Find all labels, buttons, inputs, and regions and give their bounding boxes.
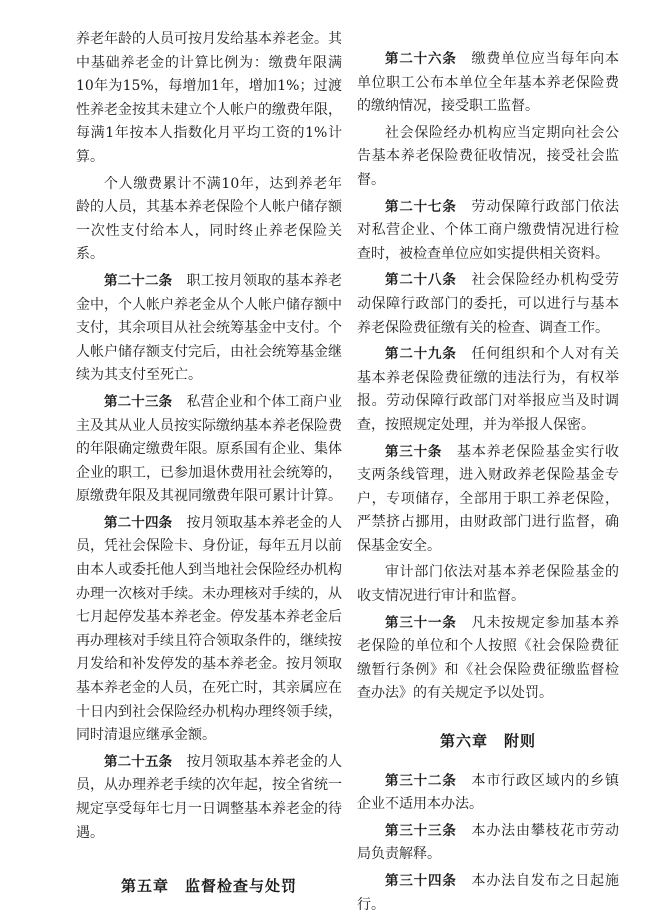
article-26	[357, 48, 619, 119]
article-31-text: 凡未按规定参加基本养老保险的单位和个人按照《社会保险费征缴暂行条例》和《社会保险费征缴监督检查办法》的有关规定予以处罚。	[357, 614, 620, 702]
article-29	[357, 343, 619, 437]
article-28-text: 社会保险经办机构受劳动保障行政部门的委托，可以进行与基本养老保险费征缴有关的检查、调查工作。	[357, 272, 620, 336]
article-26-label: 第二十六条	[385, 51, 457, 67]
article-28-label: 第二十八条	[385, 272, 457, 289]
article-26-text: 缴费单位应当每年向本单位职工公布本单位全年基本养老保险费的缴纳情况，接受职工监督。	[357, 51, 620, 115]
article-30-text: 基本养老保险基金实行收支两条线管理，进入财政养老保险基金专户，专项储存，全部用于职工养老保险，严禁挤占挪用，由财政部门进行监督，确保基金安全。	[357, 443, 620, 554]
article-30	[357, 441, 619, 559]
article-22	[76, 270, 342, 388]
left-column	[76, 28, 342, 899]
article-23-label: 第二十三条	[104, 393, 173, 410]
article-32-text: 本市行政区域内的乡镇企业不适用本办法。	[357, 772, 620, 813]
article-28	[357, 269, 619, 340]
article-27	[357, 196, 619, 267]
article-30-label: 第三十条	[385, 443, 443, 460]
article-31	[357, 612, 619, 706]
article-25-label: 第二十五条	[104, 753, 173, 770]
right-column	[357, 48, 619, 920]
chapter-5-heading: 第五章 监督检查与处罚	[120, 877, 297, 896]
article-29-label: 第二十九条	[385, 346, 457, 363]
chapter-6-heading: 第六章 附则	[439, 732, 536, 751]
article-33	[357, 820, 619, 867]
article-25-text: 按月领取基本养老金的人员，从办理养老手续的次年起，按全省统一规定享受每年七月一日调整基本养老金的待遇。	[76, 753, 342, 841]
article-32	[357, 770, 619, 817]
article-27-label: 第二十七条	[385, 198, 457, 215]
article-33-label: 第三十三条	[385, 822, 457, 839]
article-29-text: 任何组织和个人对有关基本养老保险费征缴的违法行为，有权举报。劳动保障行政部门对举报应当及时调查，按照规定处理，并为举报人保密。	[357, 346, 620, 433]
article-34-label: 第三十四条	[385, 873, 457, 889]
article-22-text: 职工按月领取的基本养老金中，个人帐户养老金从个人帐户储存额中支付，其余项目从社会统筹基金中支付。个人帐户储存额支付完后，由社会统筹基金继续为其支付至死亡。	[76, 272, 342, 384]
article-34-text: 本办法自发布之日起施行。	[357, 873, 620, 913]
article-23	[76, 391, 342, 509]
article-24-label: 第二十四条	[104, 514, 173, 531]
paragraph-audit: 审计部门依法对基本养老保险基金的收支情况进行审计和监督。	[357, 564, 619, 605]
paragraph-continued: 养老年龄的人员可按月发给基本养老金。其中基础养老金的计算比例为：缴费年限满10年为15%，每增加1年，增加1%；过渡性养老金按其未建立个人帐户的缴费年限，每满1年按本人指数化月平均工资的1%计算。	[76, 31, 342, 165]
article-27-text: 劳动保障行政部门依法对私营企业、个体工商户缴费情况进行检查时，被检查单位应如实提供相关资料。	[357, 198, 620, 262]
article-22-label: 第二十二条	[104, 272, 173, 289]
paragraph-personal-account: 个人缴费累计不满10年，达到养老年龄的人员，其基本养老保险个人帐户储存额一次性支付给本人，同时终止养老保险关系。	[76, 175, 342, 263]
article-32-label: 第三十二条	[385, 772, 457, 789]
article-24-text: 按月领取基本养老金的人员，凭社会保险卡、身份证，每年五月以前由本人或委托他人到当地社会保险经办机构办理一次核对手续。未办理核对手续的，从七月起停发基本养老金。停发基本养老金后再办理核对手续且符合领取条件的，继续按月发给和补发停发的基本养老金。按月领取基本养老金的人员，在死亡时，其亲属应在十日内到社会保险经办机构办理终领手续，同时清退应继承金额。	[76, 514, 342, 744]
paragraph-social-announcement: 社会保险经办机构应当定期向社会公告基本养老保险费征收情况，接受社会监督。	[357, 124, 619, 188]
article-31-label: 第三十一条	[385, 614, 457, 631]
article-23-text: 私营企业和个体工商户业主及其从业人员按实际缴纳基本养老保险费的年限确定缴费年限。原系国有企业、集体企业的职工，已参加退休费用社会统筹的，原缴费年限及其视同缴费年限可累计计算。	[76, 393, 342, 505]
article-25	[76, 751, 342, 845]
article-33-text: 本办法由攀枝花市劳动局负责解释。	[357, 822, 620, 863]
article-24	[76, 512, 342, 748]
article-34	[357, 870, 619, 917]
